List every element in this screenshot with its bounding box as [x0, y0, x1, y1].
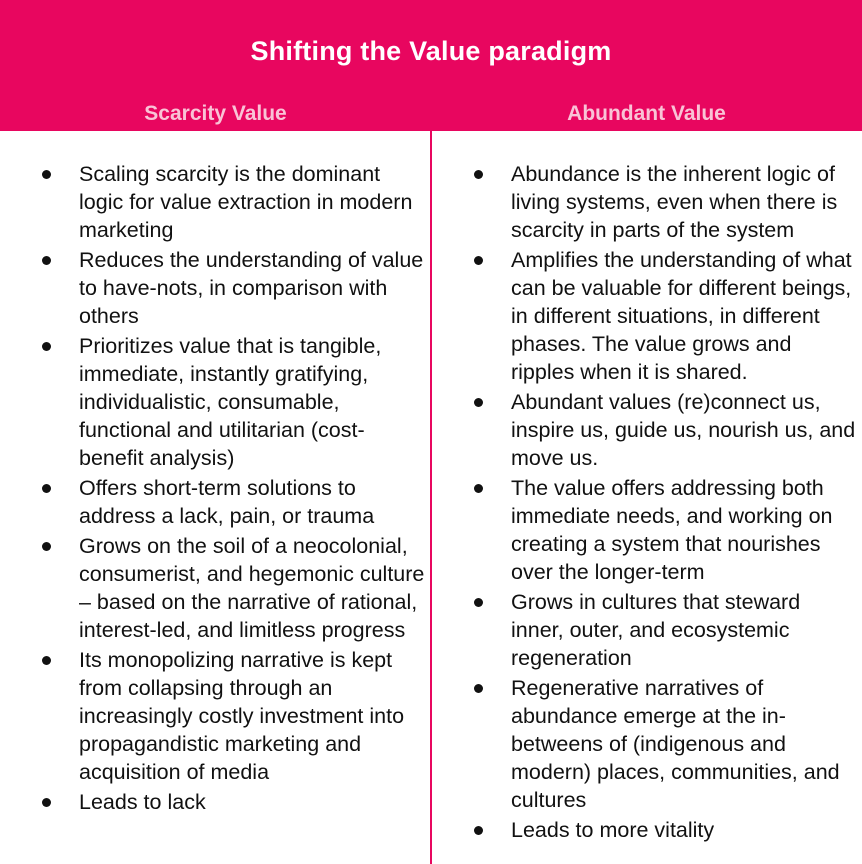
abundant-heading: Abundant Value	[567, 102, 726, 125]
abundant-list	[470, 160, 856, 846]
header-banner	[0, 0, 862, 131]
list-item	[38, 646, 426, 786]
column-divider	[430, 131, 432, 864]
bullet-icon	[42, 484, 51, 493]
list-item	[470, 674, 856, 814]
list-item-text: Leads to lack	[79, 790, 206, 814]
list-item	[38, 332, 426, 472]
list-item	[470, 816, 856, 844]
list-item	[38, 474, 426, 530]
bullet-icon	[42, 170, 51, 179]
bullet-icon	[42, 256, 51, 265]
bullet-icon	[474, 170, 483, 179]
list-item-text: Leads to more vitality	[511, 818, 715, 842]
list-item	[470, 474, 856, 586]
list-item-text: The value offers addressing both immediate needs, and working on creating a system that nourishes over the longer-term	[511, 476, 833, 584]
list-item	[38, 160, 426, 244]
list-item-text: Abundant values (re)connect us, inspire us, guide us, nourish us, and move us.	[511, 390, 856, 470]
list-item-text: Grows in cultures that steward inner, outer, and ecosystemic regeneration	[511, 590, 801, 670]
bullet-icon	[474, 256, 483, 265]
list-item	[470, 246, 856, 386]
bullet-icon	[42, 342, 51, 351]
list-item-text: Offers short-term solutions to address a lack, pain, or trauma	[79, 476, 375, 528]
list-item-text: Amplifies the understanding of what can be valuable for different beings, in different situations, in different phases. The value grows and ripples when it is shared.	[511, 248, 852, 384]
list-item-text: Prioritizes value that is tangible, immediate, instantly gratifying, individualistic, consumable, functional and utilitarian (cost-benefit analysis)	[79, 334, 382, 470]
list-item	[38, 788, 426, 816]
list-item-text: Scaling scarcity is the dominant logic for value extraction in modern marketing	[79, 162, 413, 242]
list-item-text: Reduces the understanding of value to have-nots, in comparison with others	[79, 248, 424, 328]
list-item-text: Grows on the soil of a neocolonial, consumerist, and hegemonic culture – based on the narrative of rational, interest-led, and limitless progress	[79, 534, 425, 642]
page-title: Shifting the Value paradigm	[250, 36, 612, 66]
list-item	[38, 532, 426, 644]
list-item-text: Its monopolizing narrative is kept from collapsing through an increasingly costly investment into propagandistic marketing and acquisition of media	[79, 648, 405, 784]
bullet-icon	[474, 684, 483, 693]
list-item	[470, 160, 856, 244]
list-item	[470, 588, 856, 672]
list-item-text: Abundance is the inherent logic of living systems, even when there is scarcity in parts of the system	[511, 162, 838, 242]
bullet-icon	[474, 826, 483, 835]
scarcity-list	[38, 160, 426, 818]
list-item	[38, 246, 426, 330]
list-item-text: Regenerative narratives of abundance emerge at the in-betweens of (indigenous and modern) places, communities, and cultures	[511, 676, 840, 812]
bullet-icon	[42, 542, 51, 551]
bullet-icon	[474, 598, 483, 607]
bullet-icon	[474, 484, 483, 493]
scarcity-heading: Scarcity Value	[144, 102, 287, 125]
list-item	[470, 388, 856, 472]
bullet-icon	[42, 656, 51, 665]
bullet-icon	[474, 398, 483, 407]
bullet-icon	[42, 798, 51, 807]
